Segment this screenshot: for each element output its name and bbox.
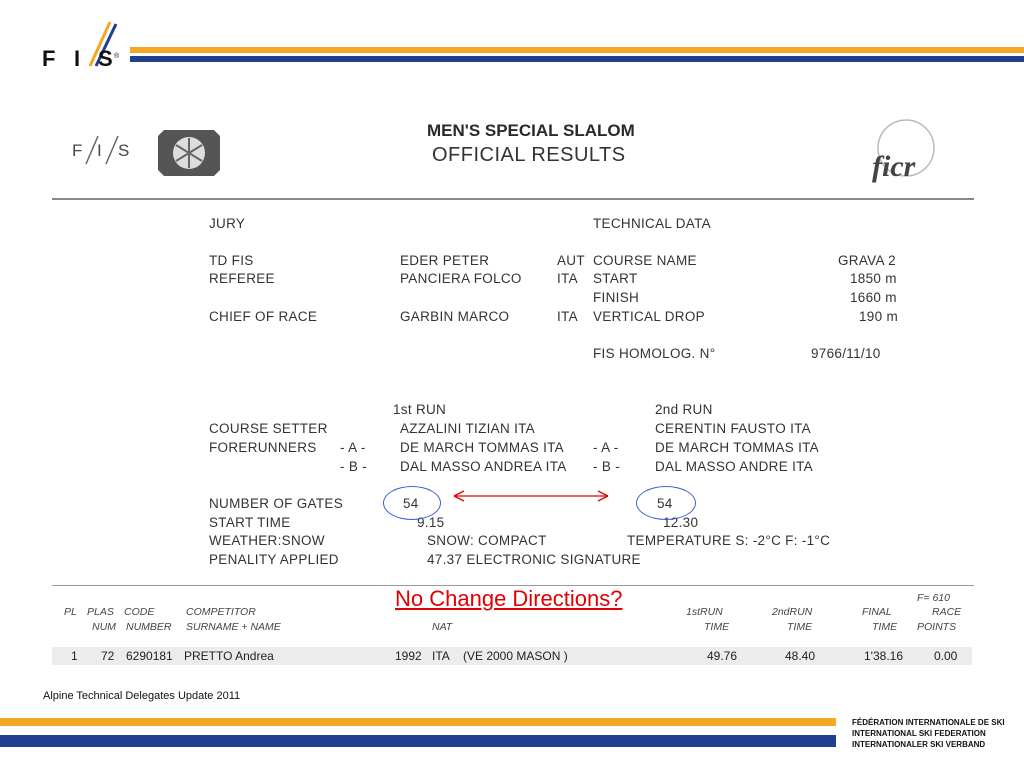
technical-heading: TECHNICAL DATA [593,216,711,231]
forerunner-b-label: - B - [340,459,367,474]
run1-setter: AZZALINI TIZIAN ITA [400,421,535,436]
fis-logo [38,14,128,74]
svg-text:ficr: ficr [872,150,916,183]
ficr-logo [866,118,966,188]
forerunner-b-label: - B - [593,459,620,474]
run1-forerunner-b: DAL MASSO ANDREA ITA [400,459,567,474]
jury-name: PANCIERA FOLCO [400,271,522,286]
doc-header-logos [72,128,222,178]
footer-stripe-orange [0,718,836,726]
jury-name: GARBIN MARCO [400,309,510,324]
result-nat: ITA [432,649,450,663]
svg-text:F: F [72,141,83,160]
result-run2: 48.40 [785,649,816,663]
result-points: 0.00 [934,649,958,663]
forerunners-label: FORERUNNERS [209,440,317,455]
header-stripe-orange [130,47,1024,53]
svg-text:I: I [97,141,102,160]
result-num: 72 [101,649,115,663]
result-run1: 49.76 [707,649,738,663]
col-race: RACE [932,606,962,618]
run2-heading: 2nd RUN [655,402,713,417]
forerunner-a-label: - A - [593,440,619,455]
results-divider [52,585,974,586]
col-num: NUM [92,621,116,633]
document-subtitle: OFFICIAL RESULTS [432,144,626,166]
forerunner-a-label: - A - [340,440,366,455]
run1-heading: 1st RUN [393,402,447,417]
tech-value: 190 m [859,309,899,324]
col-time1: TIME [704,621,730,633]
tech-value: GRAVA 2 [838,253,896,268]
tech-value: 9766/11/10 [811,346,881,361]
header-stripe-blue [130,56,1024,62]
footer-stripe-blue [0,735,836,747]
run1-start-time: 9.15 [417,515,445,530]
jury-nat: ITA [557,309,578,324]
col-number: NUMBER [126,621,172,633]
result-club: (VE 2000 MASON ) [463,649,568,663]
svg-text:F: F [42,46,56,71]
start-time-label: START TIME [209,515,291,530]
temperature: TEMPERATURE S: -2°C F: -1°C [627,533,831,548]
run2-setter: CERENTIN FAUSTO ITA [655,421,811,436]
result-name: PRETTO Andrea [184,649,274,663]
col-final: FINAL [862,606,892,618]
tech-label: COURSE NAME [593,253,697,268]
run2-forerunner-b: DAL MASSO ANDRE ITA [655,459,813,474]
course-setter-label: COURSE SETTER [209,421,328,436]
col-time2: TIME [787,621,813,633]
jury-role: CHIEF OF RACE [209,309,318,324]
weather-label: WEATHER:SNOW [209,533,325,548]
col-points: POINTS [917,621,957,633]
penalty-label: PENALITY APPLIED [209,552,339,567]
tech-label: FIS HOMOLOG. N° [593,346,716,361]
run2-start-time: 12.30 [663,515,699,530]
svg-text:S: S [98,46,113,71]
run2-forerunner-a: DE MARCH TOMMAS ITA [655,440,819,455]
federation-line: INTERNATIONALER SKI VERBAND [852,740,986,749]
jury-role: TD FIS [209,253,254,268]
col-time3: TIME [872,621,898,633]
annotation-note: No Change Directions? [395,586,623,611]
federation-line: FÉDÉRATION INTERNATIONALE DE SKI [852,718,1005,727]
penalty-value: 47.37 ELECTRONIC SIGNATURE [427,552,641,567]
result-final: 1'38.16 [864,649,903,663]
document-title: MEN'S SPECIAL SLALOM [427,121,635,140]
double-arrow-icon [450,488,612,504]
jury-heading: JURY [209,216,246,231]
snowflake-emblem-icon [158,130,220,176]
col-code: CODE [124,606,155,618]
federation-line: INTERNATIONAL SKI FEDERATION [852,729,986,738]
col-run1: 1stRUN [686,606,723,618]
registered-mark: ® [114,53,120,60]
col-surname: SURNAME + NAME [186,621,281,633]
gates-run2-highlight-oval [636,486,696,520]
tech-label: VERTICAL DROP [593,309,705,324]
jury-nat: AUT [557,253,585,268]
svg-text:S: S [118,141,130,160]
tech-value: 1850 m [850,271,897,286]
gates-run1-highlight-oval [383,486,441,520]
run1-gates: 54 [403,496,419,511]
jury-nat: ITA [557,271,578,286]
result-year: 1992 [395,649,422,663]
result-pl: 1 [71,649,78,663]
document-divider [52,198,974,200]
run2-gates: 54 [657,496,673,511]
jury-name: EDER PETER [400,253,490,268]
result-code: 6290181 [126,649,173,663]
gates-label: NUMBER OF GATES [209,496,344,511]
snow-condition: SNOW: COMPACT [427,533,547,548]
col-pl: PL [64,606,77,618]
col-competitor: COMPETITOR [186,606,256,618]
tech-value: 1660 m [850,290,897,305]
col-nat: NAT [432,621,453,633]
col-plas: PLAS [87,606,114,618]
federation-names [852,717,1005,750]
svg-text:I: I [74,46,81,71]
footer-caption: Alpine Technical Delegates Update 2011 [43,690,241,702]
jury-role: REFEREE [209,271,275,286]
tech-label: FINISH [593,290,640,305]
f-value: F= 610 [917,592,950,604]
tech-label: START [593,271,638,286]
run1-forerunner-a: DE MARCH TOMMAS ITA [400,440,564,455]
col-run2: 2ndRUN [772,606,813,618]
